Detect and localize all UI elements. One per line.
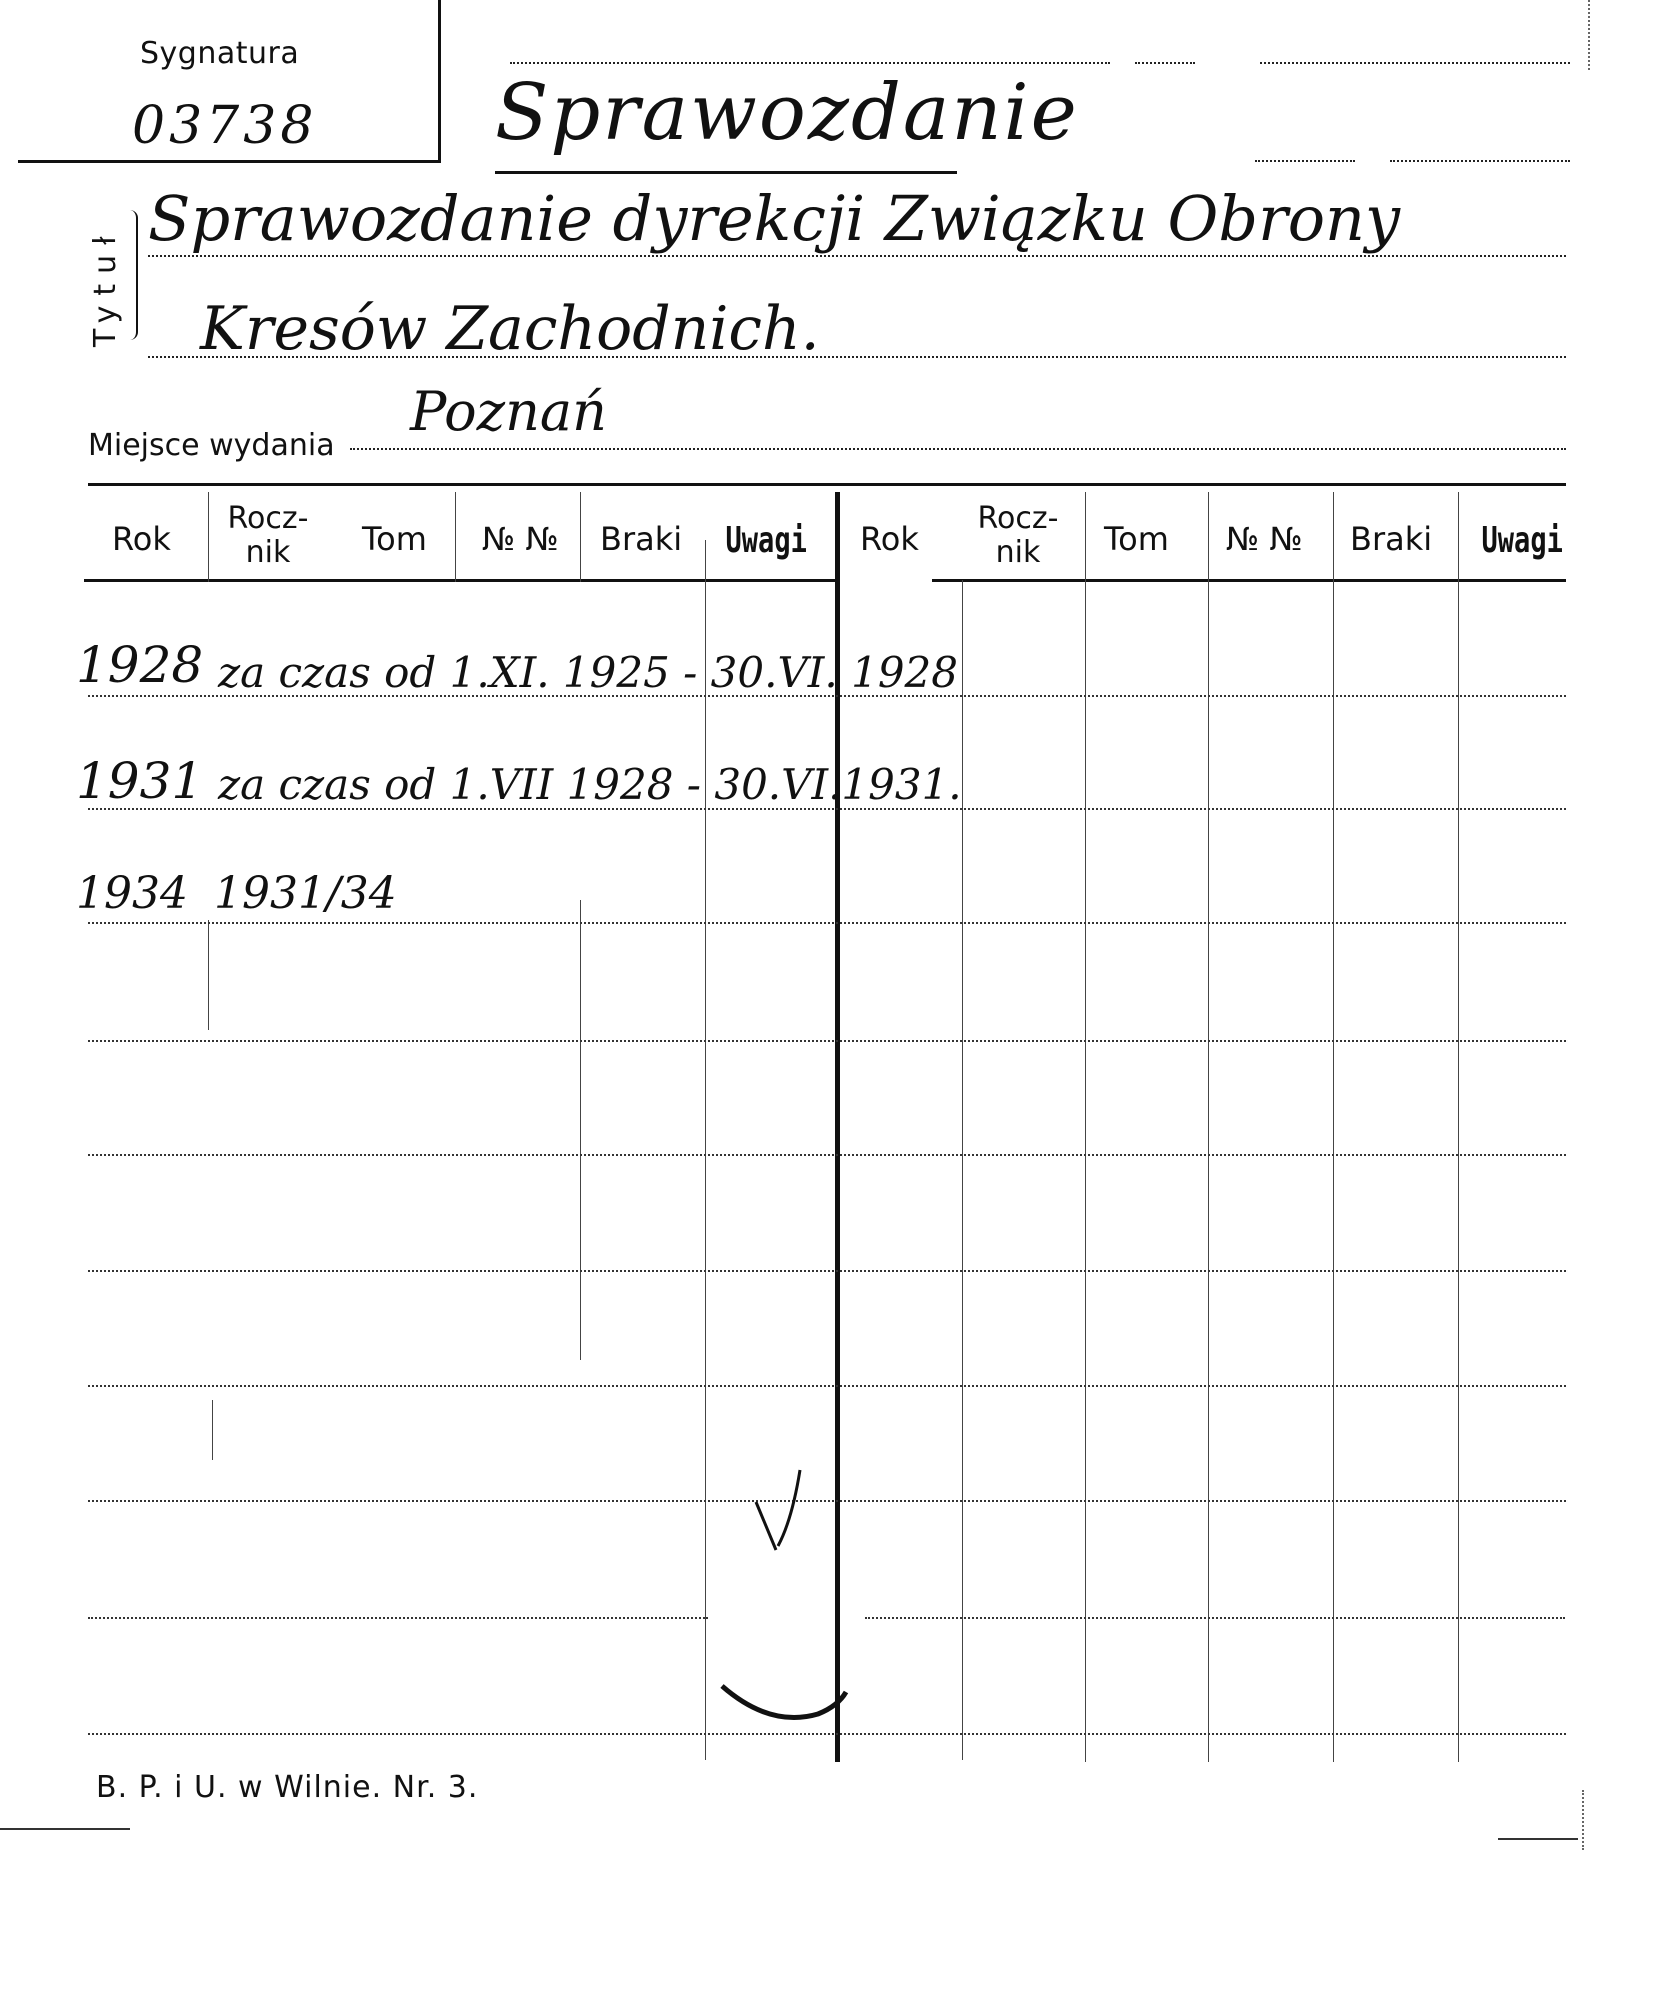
- scan-edge-mark: [1498, 1838, 1578, 1840]
- ink-strokes: [700, 1460, 880, 1760]
- row-line: [88, 922, 1566, 924]
- row-line: [88, 1154, 1566, 1156]
- column-line: [1208, 492, 1209, 1762]
- tytul-label: Tytuł: [88, 226, 123, 347]
- column-line: [455, 492, 456, 582]
- scan-edge-mark: [0, 1828, 130, 1830]
- entry-text: za czas od 1.VII 1928 - 30.VI.1931.: [218, 760, 962, 809]
- dotted-line: [1255, 160, 1355, 162]
- signature-label: Sygnatura: [140, 36, 300, 71]
- column-line: [962, 580, 963, 1760]
- column-line: [580, 900, 581, 1360]
- title-underline: [495, 171, 957, 174]
- header-tom: Tom: [362, 520, 427, 558]
- scan-edge-mark: [1588, 0, 1590, 70]
- row-line: [88, 1040, 1566, 1042]
- column-line: [208, 920, 209, 1030]
- header-braki: Braki: [600, 520, 683, 558]
- table-top-rule: [88, 483, 1566, 486]
- entry-rok: 1931: [76, 752, 204, 810]
- dotted-line: [1260, 62, 1570, 64]
- dotted-line: [350, 448, 1566, 450]
- signature-value: 03738: [132, 96, 318, 156]
- miejsce-value: Poznań: [410, 380, 607, 443]
- header-rok: Rok: [860, 520, 919, 558]
- column-line: [580, 492, 581, 582]
- header-braki: Braki: [1350, 520, 1433, 558]
- header-nr: № №: [482, 520, 559, 558]
- entry-rok: 1934: [76, 868, 188, 919]
- row-line: [865, 1617, 1565, 1619]
- column-line: [212, 1400, 213, 1460]
- header-uwagi: Uwagi: [1481, 520, 1563, 561]
- tytul-brace: [126, 210, 138, 340]
- document-title: Sprawozdanie: [495, 68, 1079, 158]
- column-line: [208, 492, 209, 582]
- header-rule-right: [932, 579, 1566, 582]
- printer-footer: B. P. i U. w Wilnie. Nr. 3.: [96, 1770, 479, 1805]
- header-uwagi: Uwagi: [725, 520, 807, 561]
- dotted-line: [1135, 62, 1195, 64]
- column-line: [1333, 492, 1334, 1762]
- entry-rok: 1928: [76, 636, 204, 694]
- row-line: [88, 1270, 1566, 1272]
- dotted-line: [148, 255, 1566, 257]
- row-line: [88, 1617, 708, 1619]
- scan-edge-mark: [1582, 1790, 1584, 1850]
- header-tom: Tom: [1104, 520, 1169, 558]
- header-rocznik: Rocz- nik: [977, 501, 1059, 570]
- tytul-line-1: Sprawozdanie dyrekcji Związku Obrony: [148, 182, 1400, 255]
- entry-text: 1931/34: [214, 868, 397, 919]
- miejsce-label: Miejsce wydania: [88, 428, 335, 463]
- dotted-line: [1390, 160, 1570, 162]
- row-line: [88, 1385, 1566, 1387]
- header-rule-left: [84, 579, 838, 582]
- column-line: [1458, 492, 1459, 1762]
- header-rocznik: Rocz- nik: [227, 501, 309, 570]
- header-nr: № №: [1226, 520, 1303, 558]
- entry-text: za czas od 1.XI. 1925 - 30.VI. 1928: [218, 648, 958, 697]
- header-rok: Rok: [112, 520, 171, 558]
- dotted-line: [510, 62, 1110, 64]
- tytul-line-2: Kresów Zachodnich.: [200, 294, 820, 364]
- column-line: [1085, 492, 1086, 1762]
- dotted-line: [148, 356, 1566, 358]
